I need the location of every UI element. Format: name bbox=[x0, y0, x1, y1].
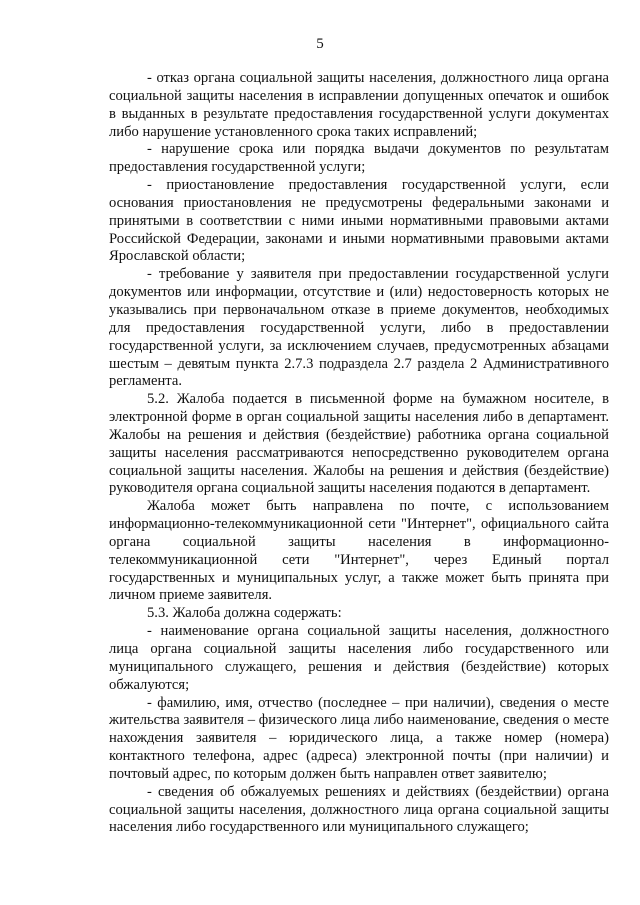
paragraph-delivery-violation: - нарушение срока или порядка выдачи документов по результатам предоставления государственной услуги; bbox=[109, 141, 609, 176]
paragraph-suspension: - приостановление предоставления государственной услуги, если основания приостановления не предусмотрены федеральными законами и принятыми в соответствии с ними иными нормативными правовыми актами Российской Федерации, законами и иными нормативными правовыми актами Ярославской области; bbox=[109, 177, 609, 265]
paragraph-authority-name: - наименование органа социальной защиты населения, должностного лица органа социальной защиты населения либо государственного или муниципального служащего, решения и действия (бездействие) которых обжалуются; bbox=[109, 623, 609, 693]
paragraph-applicant-details: - фамилию, имя, отчество (последнее – при наличии), сведения о месте жительства заявителя – физического лица либо наименование, сведения о месте нахождения заявителя – юридического лица, а также номер (номера) контактного телефона, адрес (адреса) электронной почты (при наличии) и почтовый адрес, по которым должен быть направлен ответ заявителю; bbox=[109, 694, 609, 782]
paragraph-document-requirement: - требование у заявителя при предоставлении государственной услуги документов или информации, отсутствие и (или) недостоверность которых не указывались при первоначальном отказе в приеме документов, необходимых для предоставления государственной услуги, либо в предоставлении государственной услуги, за исключением случаев, предусмотренных абзацами шестым – девятым пункта 2.7.3 подраздела 2.7 раздела 2 Административного регламента. bbox=[109, 266, 609, 390]
document-body bbox=[109, 70, 609, 837]
paragraph-appealed-decisions: - сведения об обжалуемых решениях и действиях (бездействии) органа социальной защиты населения, должностного лица органа социальной защиты населения либо государственного или муниципального служащего; bbox=[109, 783, 609, 836]
paragraph-5-3-heading: 5.3. Жалоба должна содержать: bbox=[147, 605, 342, 622]
page-number: 5 bbox=[316, 36, 324, 52]
paragraph-refusal-corrections: - отказ органа социальной защиты населения, должностного лица органа социальной защиты населения в исправлении допущенных опечаток и ошибок в выданных в результате предоставления государственной услуги документах либо нарушение установленного срока таких исправлений; bbox=[109, 70, 609, 140]
paragraph-complaint-channels: Жалоба может быть направлена по почте, с использованием информационно-телекоммуникационной сети "Интернет", официального сайта органа социальной защиты населения в информационно-телекоммуникационной сети "Интернет", через Единый портал государственных и муниципальных услуг, а также может быть принята при личном приеме заявителя. bbox=[109, 498, 609, 604]
paragraph-5-2-complaint-submission: 5.2. Жалоба подается в письменной форме на бумажном носителе, в электронной форме в орган социальной защиты населения либо в департамент. Жалобы на решения и действия (бездействие) работника органа социальной защиты населения рассматриваются непосредственно руководителем органа социальной защиты населения. Жалобы на решения и действия (бездействие) руководителя органа социальной защиты населения подаются в департамент. bbox=[109, 391, 609, 497]
